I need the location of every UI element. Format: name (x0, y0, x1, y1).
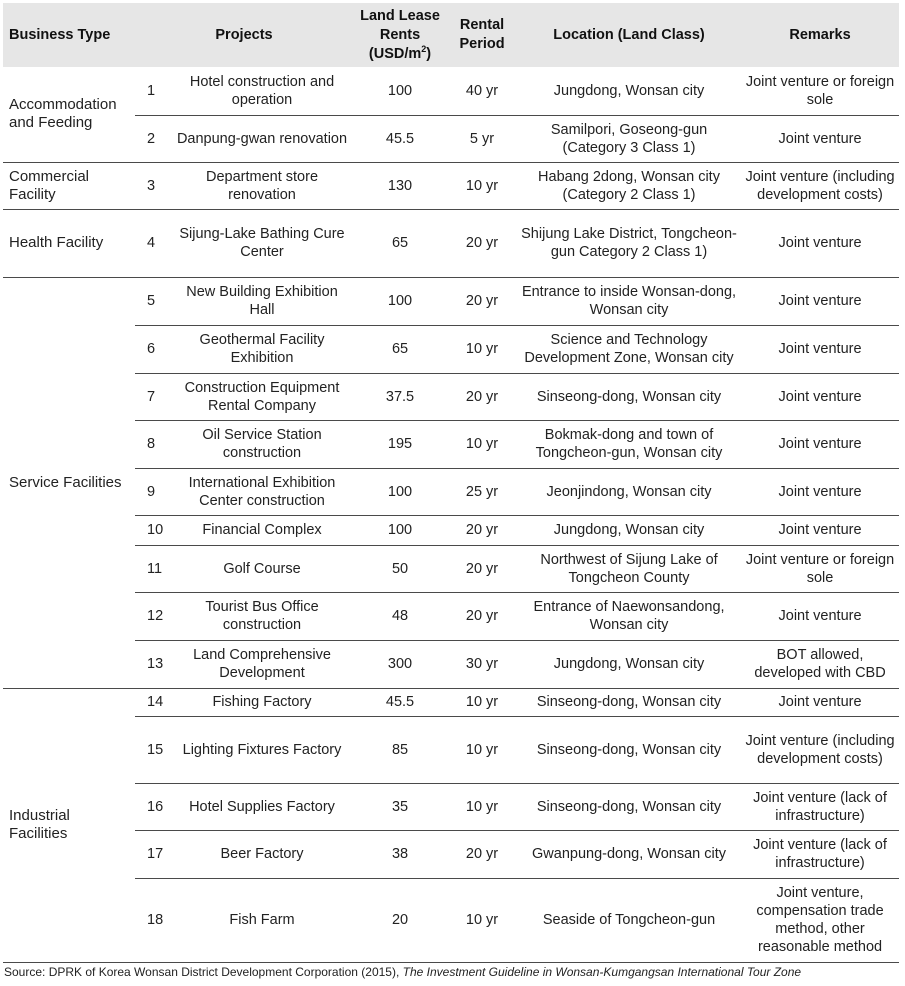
location-cell: Shijung Lake District, Tongcheon-gun Category 2 Class 1) (517, 209, 741, 277)
remarks-cell: Joint venture (741, 688, 899, 716)
table-row (3, 592, 899, 640)
location-cell: Entrance to inside Wonsan-dong, Wonsan city (517, 277, 741, 325)
table-row (3, 115, 899, 162)
period-cell: 5 yr (447, 115, 517, 162)
business-type-cell: Service Facilities (3, 277, 135, 688)
row-number-cell: 2 (135, 115, 171, 162)
remarks-cell: Joint venture (741, 209, 899, 277)
rent-cell: 195 (353, 420, 447, 468)
header-remarks: Remarks (741, 3, 899, 67)
period-cell: 20 yr (447, 545, 517, 592)
project-cell: Sijung-Lake Bathing Cure Center (171, 209, 353, 277)
rent-cell: 100 (353, 277, 447, 325)
period-cell: 20 yr (447, 515, 517, 545)
header-land-lease-rents: Land Lease Rents $(USD/m^2)$ (353, 3, 447, 67)
row-number-cell: 5 (135, 277, 171, 325)
project-cell: Financial Complex (171, 515, 353, 545)
table-row (3, 67, 899, 115)
row-number-cell: 9 (135, 468, 171, 515)
rent-cell: 100 (353, 67, 447, 115)
header-location: Location (Land Class) (517, 3, 741, 67)
table-row (3, 716, 899, 783)
location-cell: Seaside of Tongcheon-gun (517, 878, 741, 962)
table-row (3, 325, 899, 373)
remarks-cell: Joint venture (741, 277, 899, 325)
row-number-cell: 17 (135, 830, 171, 878)
project-cell: Fishing Factory (171, 688, 353, 716)
period-cell: 10 yr (447, 162, 517, 209)
table-row (3, 545, 899, 592)
table-row (3, 783, 899, 830)
source-note (4, 965, 801, 979)
source-prefix: Source: DPRK of Korea Wonsan District Development Corporation (2015), (4, 965, 403, 979)
project-cell: New Building Exhibition Hall (171, 277, 353, 325)
remarks-cell: Joint venture (741, 373, 899, 420)
table-row (3, 277, 899, 325)
table-row (3, 468, 899, 515)
table-row (3, 878, 899, 962)
project-cell: International Exhibition Center construction (171, 468, 353, 515)
remarks-cell: Joint venture or foreign sole (741, 67, 899, 115)
table-row (3, 688, 899, 716)
table-row (3, 209, 899, 277)
location-cell: Science and Technology Development Zone, Wonsan city (517, 325, 741, 373)
period-cell: 25 yr (447, 468, 517, 515)
remarks-cell: Joint venture (741, 468, 899, 515)
period-cell: 20 yr (447, 592, 517, 640)
project-cell: Tourist Bus Office construction (171, 592, 353, 640)
remarks-cell: Joint venture, compensation trade method, other reasonable method (741, 878, 899, 962)
header-business-type: Business Type (3, 3, 135, 67)
rent-cell: 50 (353, 545, 447, 592)
business-type-cell: Commercial Facility (3, 162, 135, 209)
period-cell: 20 yr (447, 373, 517, 420)
project-cell: Fish Farm (171, 878, 353, 962)
row-number-cell: 4 (135, 209, 171, 277)
header-projects: Projects (135, 3, 353, 67)
location-cell: Sinseong-dong, Wonsan city (517, 688, 741, 716)
row-number-cell: 11 (135, 545, 171, 592)
project-cell: Land Comprehensive Development (171, 640, 353, 688)
period-cell: 10 yr (447, 716, 517, 783)
location-cell: Northwest of Sijung Lake of Tongcheon County (517, 545, 741, 592)
table-header (3, 3, 899, 67)
location-cell: Samilpori, Goseong-gun (Category 3 Class 1) (517, 115, 741, 162)
rent-cell: 48 (353, 592, 447, 640)
project-cell: Construction Equipment Rental Company (171, 373, 353, 420)
rent-cell: 100 (353, 468, 447, 515)
remarks-cell: Joint venture (including development costs) (741, 162, 899, 209)
row-number-cell: 14 (135, 688, 171, 716)
header-rental-period: Rental Period (447, 3, 517, 67)
location-cell: Jeonjindong, Wonsan city (517, 468, 741, 515)
remarks-cell: Joint venture (741, 515, 899, 545)
period-cell: 10 yr (447, 688, 517, 716)
row-number-cell: 16 (135, 783, 171, 830)
period-cell: 20 yr (447, 277, 517, 325)
project-cell: Lighting Fixtures Factory (171, 716, 353, 783)
period-cell: 30 yr (447, 640, 517, 688)
project-cell: Hotel Supplies Factory (171, 783, 353, 830)
rent-cell: 85 (353, 716, 447, 783)
remarks-cell: Joint venture (including development costs) (741, 716, 899, 783)
business-type-cell: Industrial Facilities (3, 688, 135, 962)
location-cell: Jungdong, Wonsan city (517, 515, 741, 545)
period-cell: 20 yr (447, 830, 517, 878)
table-row (3, 373, 899, 420)
row-number-cell: 13 (135, 640, 171, 688)
location-cell: Sinseong-dong, Wonsan city (517, 716, 741, 783)
rent-cell: 20 (353, 878, 447, 962)
period-cell: 10 yr (447, 783, 517, 830)
row-number-cell: 10 (135, 515, 171, 545)
table-row (3, 640, 899, 688)
land-lease-table (3, 3, 899, 963)
period-cell: 10 yr (447, 420, 517, 468)
rent-cell: 45.5 (353, 115, 447, 162)
project-cell: Department store renovation (171, 162, 353, 209)
rent-cell: 65 (353, 209, 447, 277)
project-cell: Golf Course (171, 545, 353, 592)
table-row (3, 830, 899, 878)
project-cell: Beer Factory (171, 830, 353, 878)
period-cell: 20 yr (447, 209, 517, 277)
project-cell: Hotel construction and operation (171, 67, 353, 115)
source-title: The Investment Guideline in Wonsan-Kumgangsan International Tour Zone (402, 965, 802, 979)
remarks-cell: Joint venture (741, 592, 899, 640)
location-cell: Jungdong, Wonsan city (517, 640, 741, 688)
row-number-cell: 12 (135, 592, 171, 640)
row-number-cell: 6 (135, 325, 171, 373)
remarks-cell: Joint venture (741, 420, 899, 468)
remarks-cell: BOT allowed, developed with CBD (741, 640, 899, 688)
row-number-cell: 3 (135, 162, 171, 209)
remarks-cell: Joint venture (lack of infrastructure) (741, 783, 899, 830)
row-number-cell: 7 (135, 373, 171, 420)
rent-cell: 100 (353, 515, 447, 545)
location-cell: Gwanpung-dong, Wonsan city (517, 830, 741, 878)
period-cell: 10 yr (447, 325, 517, 373)
location-cell: Entrance of Naewonsandong, Wonsan city (517, 592, 741, 640)
location-cell: Sinseong-dong, Wonsan city (517, 373, 741, 420)
location-cell: Habang 2dong, Wonsan city (Category 2 Class 1) (517, 162, 741, 209)
business-type-cell: Accommodation and Feeding (3, 67, 135, 162)
location-cell: Bokmak-dong and town of Tongcheon-gun, Wonsan city (517, 420, 741, 468)
table-row (3, 420, 899, 468)
business-type-cell: Health Facility (3, 209, 135, 277)
project-cell: Danpung-gwan renovation (171, 115, 353, 162)
rent-cell: 45.5 (353, 688, 447, 716)
period-cell: 40 yr (447, 67, 517, 115)
rent-cell: 130 (353, 162, 447, 209)
table-row (3, 515, 899, 545)
table-body (3, 67, 899, 962)
remarks-cell: Joint venture (lack of infrastructure) (741, 830, 899, 878)
rent-cell: 35 (353, 783, 447, 830)
location-cell: Jungdong, Wonsan city (517, 67, 741, 115)
remarks-cell: Joint venture (741, 325, 899, 373)
rent-cell: 300 (353, 640, 447, 688)
location-cell: Sinseong-dong, Wonsan city (517, 783, 741, 830)
row-number-cell: 8 (135, 420, 171, 468)
remarks-cell: Joint venture or foreign sole (741, 545, 899, 592)
row-number-cell: 1 (135, 67, 171, 115)
project-cell: Geothermal Facility Exhibition (171, 325, 353, 373)
period-cell: 10 yr (447, 878, 517, 962)
rent-cell: 37.5 (353, 373, 447, 420)
project-cell: Oil Service Station construction (171, 420, 353, 468)
remarks-cell: Joint venture (741, 115, 899, 162)
row-number-cell: 15 (135, 716, 171, 783)
rent-cell: 38 (353, 830, 447, 878)
rent-cell: 65 (353, 325, 447, 373)
table-row (3, 162, 899, 209)
row-number-cell: 18 (135, 878, 171, 962)
